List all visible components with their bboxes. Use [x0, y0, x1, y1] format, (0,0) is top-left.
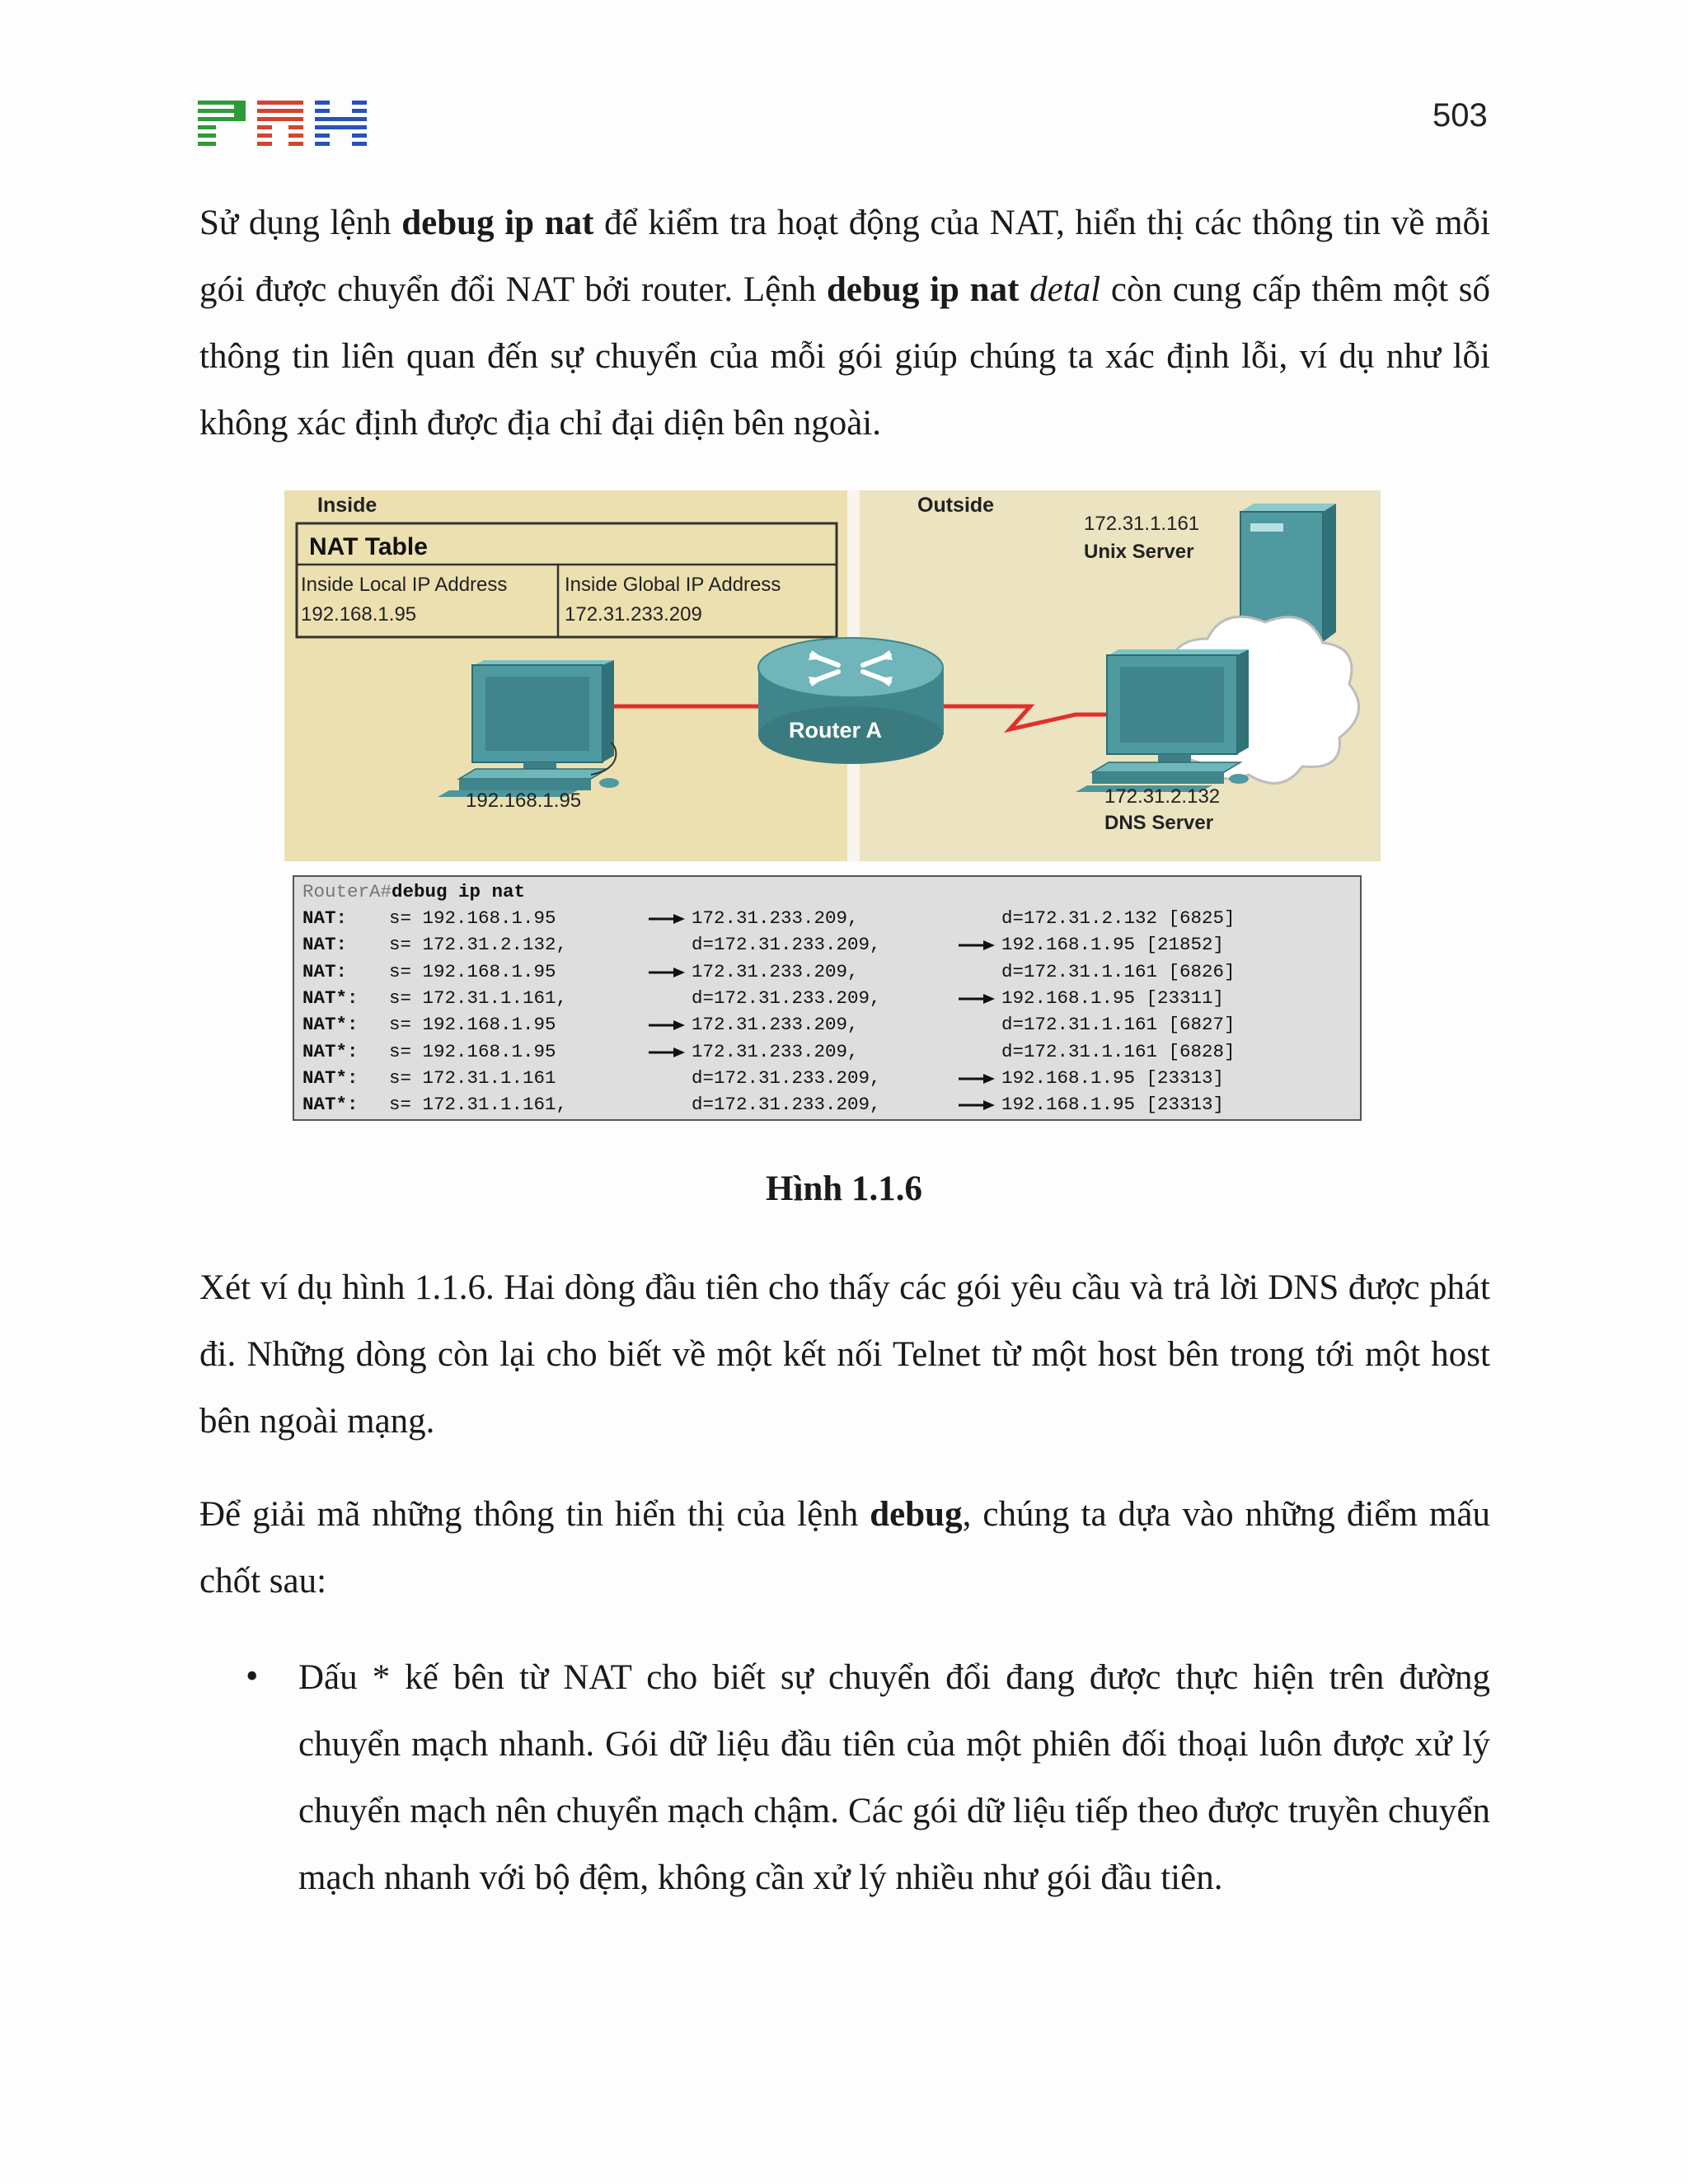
debug-row-c2: s= 172.31.2.132,	[389, 934, 568, 956]
decode-intro-paragraph	[199, 1481, 1490, 1615]
debug-row-c3: d=172.31.233.209,	[692, 1094, 881, 1116]
right-arrow-icon	[959, 1074, 995, 1084]
para1-option: detal	[1029, 270, 1101, 309]
debug-row-c2: s= 192.168.1.95	[389, 907, 556, 929]
inside-label: Inside	[317, 494, 377, 517]
debug-row	[302, 1065, 1349, 1091]
debug-row-c4: 192.168.1.95 [23311]	[1001, 987, 1225, 1009]
bullet-item-text: Dấu * kế bên từ NAT cho biết sự chuyển đổi đang được thực hiện trên đường chuyển mạch nhanh. Gói dữ liệu đầu tiên của một phiên đối thoại luôn được xử lý chuyển mạch nên chuyển mạch chậm. Các gói dữ liệu tiếp theo được truyền chuyển mạch nhanh với bộ đệm, không cần xử lý nhiều như gói đầu tiên.	[298, 1658, 1490, 1897]
debug-prompt: RouterA#	[302, 881, 392, 902]
debug-row-c2: s= 172.31.1.161,	[389, 1094, 568, 1116]
debug-row-c1: NAT*:	[302, 1094, 359, 1116]
inside-host-ip: 192.168.1.95	[466, 790, 582, 812]
debug-row	[302, 931, 1349, 958]
debug-row-c2: s= 172.31.1.161	[389, 1066, 556, 1089]
para3-command: debug	[870, 1495, 963, 1534]
debug-command: debug ip nat	[392, 881, 526, 902]
logo-letter-n	[257, 101, 303, 146]
debug-row-c4: 192.168.1.95 [23313]	[1001, 1066, 1225, 1089]
debug-row-c4: 192.168.1.95 [23313]	[1001, 1094, 1225, 1116]
right-arrow-icon	[959, 1100, 995, 1110]
inside-global-value: 172.31.233.209	[565, 603, 702, 626]
debug-row-c4: d=172.31.2.132 [6825]	[1001, 907, 1236, 929]
debug-row-c4: d=172.31.1.161 [6827]	[1001, 1014, 1236, 1036]
dns-server-label: DNS Server	[1104, 812, 1214, 834]
debug-row-c1: NAT:	[302, 934, 348, 956]
outside-label: Outside	[917, 494, 995, 517]
para1-text-1: Sử dụng lệnh	[199, 204, 402, 242]
debug-row-c3: 172.31.233.209,	[692, 907, 859, 929]
pnh-logo	[198, 101, 367, 147]
debug-row-c1: NAT:	[302, 907, 348, 929]
para1-command-2: debug ip nat	[827, 270, 1020, 309]
debug-row-c1: NAT*:	[302, 1040, 359, 1062]
debug-row-c4: 192.168.1.95 [21852]	[1001, 934, 1225, 956]
para1-text-3: còn cung cấp thêm một số thông tin liên quan đến sự chuyển của mỗi gói giúp chúng ta xác định lỗi, ví dụ như lỗi không xác định được địa chỉ đại diện bên ngoài.	[199, 270, 1491, 443]
bullet-marker: •	[246, 1656, 259, 1696]
para3-text-1: Để giải mã những thông tin hiển thị của lệnh	[199, 1495, 870, 1534]
para1-command-1: debug ip nat	[401, 204, 594, 242]
debug-row-c4: d=172.31.1.161 [6828]	[1001, 1040, 1236, 1062]
debug-row-c3: 172.31.233.209,	[692, 1040, 859, 1062]
figure-caption: Hình 1.1.6	[766, 1169, 922, 1208]
debug-row-c1: NAT:	[302, 960, 348, 982]
inside-global-header: Inside Global IP Address	[565, 574, 781, 596]
dns-server-ip: 172.31.2.132	[1104, 785, 1221, 808]
debug-prompt-line	[302, 879, 525, 905]
router-label: Router A	[789, 718, 882, 743]
para1-text-2: để kiểm tra hoạt động của NAT, hiển thị các thông tin về mỗi gói được chuyển đổi NAT bởi router. Lệnh	[199, 204, 1490, 309]
right-arrow-icon	[649, 968, 685, 977]
debug-row	[302, 958, 1349, 985]
debug-row-c2: s= 192.168.1.95	[389, 1040, 556, 1062]
page-number: 503	[1432, 97, 1488, 134]
debug-row-c2: s= 172.31.1.161,	[389, 987, 568, 1009]
right-arrow-icon	[649, 1047, 685, 1057]
debug-row-c4: d=172.31.1.161 [6826]	[1001, 960, 1236, 982]
right-arrow-icon	[649, 914, 685, 924]
debug-row-c3: 172.31.233.209,	[692, 1014, 859, 1036]
debug-row-c2: s= 192.168.1.95	[389, 1014, 556, 1036]
logo-letter-p	[198, 101, 246, 146]
unix-server-ip: 172.31.1.161	[1084, 513, 1200, 535]
debug-row-c1: NAT*:	[302, 1014, 359, 1036]
debug-row-c1: NAT*:	[302, 1066, 359, 1089]
logo-letter-h	[315, 101, 367, 146]
debug-row-c3: d=172.31.233.209,	[692, 987, 881, 1009]
debug-row-c3: d=172.31.233.209,	[692, 934, 881, 956]
debug-row	[302, 1038, 1349, 1065]
nat-table-title: NAT Table	[309, 533, 428, 560]
right-arrow-icon	[649, 1020, 685, 1030]
unix-server-label: Unix Server	[1084, 541, 1194, 563]
right-arrow-icon	[959, 940, 995, 950]
debug-row-c3: d=172.31.233.209,	[692, 1066, 881, 1089]
debug-row	[302, 1091, 1349, 1118]
debug-output-box	[293, 875, 1362, 1121]
debug-row-c2: s= 192.168.1.95	[389, 960, 556, 982]
debug-row	[302, 985, 1349, 1011]
debug-row	[302, 905, 1349, 931]
debug-row-c3: 172.31.233.209,	[692, 960, 859, 982]
inside-local-header: Inside Local IP Address	[301, 574, 508, 596]
intro-paragraph	[199, 190, 1490, 457]
explanation-paragraph: Xét ví dụ hình 1.1.6. Hai dòng đầu tiên cho thấy các gói yêu cầu và trả lời DNS được phát đi. Những dòng còn lại cho biết về một kết nối Telnet từ một host bên trong tới một host bên ngoài mạng.	[199, 1268, 1490, 1441]
router-a	[758, 638, 944, 764]
debug-row	[302, 1011, 1349, 1038]
inside-local-value: 192.168.1.95	[301, 603, 417, 626]
right-arrow-icon	[959, 994, 995, 1004]
debug-row-c1: NAT*:	[302, 987, 359, 1009]
para3-text-2: , chúng ta dựa vào những điểm mấu chốt sau:	[199, 1495, 1490, 1601]
